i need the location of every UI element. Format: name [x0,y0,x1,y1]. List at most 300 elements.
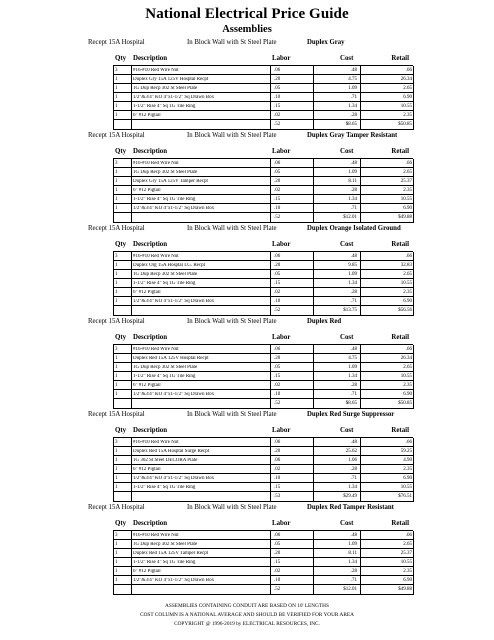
column-header-description: Description [133,148,168,155]
column-header-cost: Cost [340,241,354,248]
column-header-cost: Cost [340,427,354,434]
table-row [0,102,494,111]
table-gridline [413,363,414,372]
column-header-qty: Qty [115,148,127,155]
row-qty: 1 [115,178,118,184]
table-gridline [413,567,414,576]
table-gridline [413,438,414,447]
total-retail: $56.56 [398,308,412,313]
table-row [0,558,494,567]
row-cost: .71 [350,475,357,481]
section-assembly-name: Duplex Red Surge Suppressor [307,411,395,418]
table-gridline [413,159,414,168]
table-row [0,540,494,549]
table-row [0,93,494,102]
section-wall-type: In Block Wall with St Steel Plate [187,318,277,325]
row-cost: 1.09 [348,85,357,91]
section-location: Recept 15A Hospital [88,411,145,418]
row-qty: 1 [115,169,118,175]
row-description: 1-1/2" Rise 4" Sq 1G Tile Ring [133,280,196,286]
column-header-qty: Qty [115,427,127,434]
table-row [0,567,494,576]
total-cost: $12.01 [343,587,357,592]
row-description: 1/2"&3/4" KO 4"x1-1/2" Sq Drawn Box [133,298,215,304]
table-gridline [413,483,414,492]
column-header-description: Description [133,55,168,62]
row-cost: 4.75 [348,355,357,361]
column-header-cost: Cost [340,334,354,341]
total-row [0,492,494,502]
row-cost: .71 [350,298,357,304]
column-header-description: Description [133,241,168,248]
table-row [0,186,494,195]
total-labor: .53 [274,494,281,499]
row-labor: .20 [274,448,281,454]
row-labor: .05 [274,271,281,277]
row-cost: .48 [350,160,357,166]
row-description: #16-#10 Red Wire Nut [133,160,179,166]
row-qty: 1 [115,568,118,574]
column-header-qty: Qty [115,241,127,248]
table-gridline [413,390,414,399]
page-title: National Electrical Price Guide [145,6,349,22]
table-row [0,345,494,354]
total-row [0,306,494,316]
assembly-section [0,502,494,595]
row-qty: 1 [115,484,118,490]
section-header [0,502,494,514]
row-cost: 8.11 [348,178,357,184]
row-retail: 32.83 [400,262,412,268]
row-description: 6" #12 Pigtail [133,187,161,193]
column-header-labor: Labor [272,427,291,434]
row-cost: 1.34 [348,373,357,379]
row-labor: .15 [274,559,281,565]
row-qty: 1 [115,196,118,202]
row-cost: 9.85 [348,262,357,268]
row-description: 1/2"&3/4" KO 4"x1-1/2" Sq Drawn Box [133,391,215,397]
row-qty: 1 [115,262,118,268]
row-retail: 2.65 [403,85,412,91]
row-description: Duplex Red 15A 125V Tamper Recpt [133,550,209,556]
section-header [0,409,494,421]
column-header-row [0,145,494,159]
row-description: 1G Dup Recp 302 St Steel Plate [133,271,198,277]
row-retail: 2.35 [403,289,412,295]
table-row [0,288,494,297]
table-gridline [413,252,414,261]
row-cost: .71 [350,205,357,211]
table-gridline [413,585,414,595]
row-cost: 1.34 [348,559,357,565]
table-gridline [413,102,414,111]
total-cost: $12.01 [343,215,357,220]
row-description: Duplex Red 15A 125V Hosptal Recpt [133,355,209,361]
row-qty: 1 [115,85,118,91]
row-cost: .71 [350,391,357,397]
table-row [0,438,494,447]
row-labor: .02 [274,289,281,295]
column-header-retail: Retail [391,148,409,155]
table-gridline [413,531,414,540]
column-header-cost: Cost [340,520,354,527]
row-labor: .06 [274,532,281,538]
row-qty: 1 [115,298,118,304]
row-retail: 2.65 [403,271,412,277]
column-header-labor: Labor [272,334,291,341]
table-gridline [413,372,414,381]
section-location: Recept 15A Hospital [88,504,145,511]
row-qty: 1 [115,112,118,118]
row-labor: .06 [274,457,281,463]
row-description: 1/2"&3/4" KO 4"x1-1/2" Sq Drawn Box [133,205,215,211]
table-row [0,66,494,75]
row-qty: 3 [115,439,118,445]
row-labor: .02 [274,187,281,193]
section-assembly-name: Duplex Red Tamper Resistant [307,504,394,511]
table-row [0,354,494,363]
total-labor: .52 [274,122,281,127]
table-gridline [413,558,414,567]
row-qty: 3 [115,346,118,352]
row-retail: 2.65 [403,169,412,175]
total-rule [113,594,413,595]
table-gridline [413,186,414,195]
row-qty: 1 [115,382,118,388]
row-labor: .02 [274,466,281,472]
row-qty: 1 [115,475,118,481]
row-description: 6" #12 Pigtail [133,112,161,118]
row-cost: 1.34 [348,280,357,286]
column-header-description: Description [133,334,168,341]
section-header [0,130,494,142]
row-cost: 1.34 [348,484,357,490]
row-retail: 59.25 [400,448,412,454]
row-retail: 6.90 [403,577,412,583]
section-header [0,316,494,328]
total-retail: $50.85 [398,122,412,127]
assembly-section [0,37,494,130]
row-retail: 2.35 [403,187,412,193]
row-labor: .10 [274,298,281,304]
row-description: 6" #12 Pigtail [133,568,161,574]
row-cost: .28 [350,466,357,472]
row-cost: .48 [350,532,357,538]
table-row [0,111,494,120]
row-labor: .15 [274,373,281,379]
row-qty: 1 [115,364,118,370]
table-row [0,381,494,390]
row-description: Duplex Red 15A Hosptal Surge Recpt [133,448,210,454]
section-assembly-name: Duplex Gray Tamper Resistant [307,132,398,139]
table-gridline [413,297,414,306]
column-header-retail: Retail [391,241,409,248]
row-labor: .10 [274,475,281,481]
table-row [0,474,494,483]
footer-note-conduit: ASSEMBLIES CONTAINING CONDUIT ARE BASED ON 10' LENGTHS [165,603,329,609]
column-header-labor: Labor [272,148,291,155]
row-qty: 1 [115,391,118,397]
row-description: 1-1/2" Rise 4" Sq 1G Tile Ring [133,484,196,490]
table-gridline [413,549,414,558]
table-row [0,177,494,186]
row-labor: .10 [274,205,281,211]
section-location: Recept 15A Hospital [88,318,145,325]
table-row [0,483,494,492]
total-row [0,399,494,409]
row-qty: 3 [115,67,118,73]
table-gridline [413,492,414,502]
row-description: 1/2"&3/4" KO 4"x1-1/2" Sq Drawn Box [133,475,215,481]
table-row [0,159,494,168]
table-gridline [413,279,414,288]
row-labor: .20 [274,355,281,361]
row-labor: .20 [274,178,281,184]
row-retail: .66 [405,67,412,73]
row-retail: 6.90 [403,298,412,304]
total-row [0,585,494,595]
row-cost: 25.62 [345,448,357,454]
table-row [0,168,494,177]
row-cost: 1.34 [348,196,357,202]
row-qty: 1 [115,541,118,547]
row-retail: 4.90 [403,457,412,463]
table-gridline [413,576,414,585]
row-qty: 1 [115,289,118,295]
section-header [0,37,494,49]
row-retail: 2.65 [403,364,412,370]
row-retail: 26.34 [400,355,412,361]
footer-copyright: COPYRIGHT @ 1996-2019 by ELECTRICAL RESOURCES, INC. [174,621,320,627]
table-row [0,531,494,540]
row-labor: .06 [274,253,281,259]
row-retail: 2.35 [403,466,412,472]
row-retail: 10.55 [400,373,412,379]
table-row [0,576,494,585]
section-location: Recept 15A Hospital [88,39,145,46]
row-description: #16-#10 Red Wire Nut [133,439,179,445]
table-gridline [413,465,414,474]
row-retail: 10.55 [400,280,412,286]
row-retail: .66 [405,439,412,445]
footer-note-cost: COST COLUMN IS A NATIONAL AVERAGE AND SHOULD BE VERIFIED FOR YOUR AREA [140,612,354,618]
row-qty: 1 [115,205,118,211]
row-qty: 3 [115,253,118,259]
row-retail: 2.35 [403,568,412,574]
total-cost: $8.65 [345,122,357,127]
row-retail: 10.55 [400,559,412,565]
table-row [0,372,494,381]
column-header-qty: Qty [115,334,127,341]
table-row [0,447,494,456]
assembly-section [0,409,494,502]
table-gridline [413,381,414,390]
row-qty: 1 [115,550,118,556]
table-gridline [413,213,414,223]
table-row [0,270,494,279]
table-gridline [413,111,414,120]
section-assembly-name: Duplex Gray [307,39,345,46]
row-labor: .06 [274,346,281,352]
row-labor: .02 [274,568,281,574]
column-header-row [0,331,494,345]
row-labor: .15 [274,484,281,490]
column-header-qty: Qty [115,520,127,527]
total-labor: .52 [274,308,281,313]
table-gridline [413,177,414,186]
row-description: 1G Dup Recp 302 St Steel Plate [133,541,198,547]
row-cost: .71 [350,577,357,583]
table-row [0,279,494,288]
row-description: Duplex Gry 15A 125V Tamper Recpt [133,178,208,184]
column-header-description: Description [133,427,168,434]
row-qty: 3 [115,160,118,166]
table-gridline [413,195,414,204]
row-retail: 2.65 [403,541,412,547]
table-gridline [413,447,414,456]
section-location: Recept 15A Hospital [88,225,145,232]
table-row [0,549,494,558]
row-cost: .28 [350,112,357,118]
table-row [0,261,494,270]
column-header-retail: Retail [391,520,409,527]
column-header-description: Description [133,520,168,527]
row-description: Duplex Gry 15A 125V Hosptal Recpt [133,76,209,82]
table-gridline [413,204,414,213]
row-qty: 1 [115,466,118,472]
section-header [0,223,494,235]
total-labor: .52 [274,401,281,406]
table-row [0,465,494,474]
column-header-row [0,238,494,252]
row-qty: 1 [115,103,118,109]
table-row [0,252,494,261]
row-labor: .02 [274,382,281,388]
column-header-retail: Retail [391,55,409,62]
table-row [0,75,494,84]
assembly-section [0,130,494,223]
table-gridline [413,354,414,363]
table-gridline [413,75,414,84]
row-cost: 1.34 [348,103,357,109]
row-qty: 1 [115,577,118,583]
row-labor: .05 [274,85,281,91]
row-retail: 25.37 [400,550,412,556]
row-description: 1/2"&3/4" KO 4"x1-1/2" Sq Drawn Box [133,577,215,583]
table-row [0,204,494,213]
row-cost: .28 [350,382,357,388]
total-retail: $49.88 [398,215,412,220]
row-cost: 1.09 [348,364,357,370]
total-cost: $8.65 [345,401,357,406]
row-cost: 1.09 [348,169,357,175]
row-qty: 1 [115,448,118,454]
row-qty: 1 [115,76,118,82]
row-description: Duplex Org 15A Hosptal I.G. Recpt [133,262,205,268]
row-retail: 10.55 [400,196,412,202]
row-description: #16-#10 Red Wire Nut [133,67,179,73]
row-labor: .10 [274,577,281,583]
assembly-section [0,223,494,316]
assembly-sections [0,37,494,595]
row-qty: 1 [115,457,118,463]
row-labor: .05 [274,169,281,175]
row-qty: 1 [115,280,118,286]
section-wall-type: In Block Wall with St Steel Plate [187,504,277,511]
column-header-row [0,424,494,438]
row-description: 1-1/2" Rise 4" Sq 1G Tile Ring [133,373,196,379]
row-retail: 10.55 [400,484,412,490]
row-retail: .66 [405,346,412,352]
row-description: 6" #12 Pigtail [133,289,161,295]
row-qty: 1 [115,271,118,277]
page-subtitle: Assemblies [222,24,272,35]
row-labor: .05 [274,364,281,370]
row-retail: .66 [405,160,412,166]
row-cost: .48 [350,346,357,352]
row-retail: .66 [405,253,412,259]
section-assembly-name: Duplex Orange Isolated Ground [307,225,401,232]
row-retail: 6.90 [403,391,412,397]
table-gridline [413,261,414,270]
total-labor: .52 [274,215,281,220]
row-labor: .10 [274,391,281,397]
column-header-row [0,517,494,531]
row-cost: .28 [350,568,357,574]
row-description: 1G 302 St Steel DECORA Plate [133,457,198,463]
row-retail: 6.90 [403,205,412,211]
row-description: 6" #12 Pigtail [133,382,161,388]
row-cost: 1.09 [348,541,357,547]
row-retail: 6.90 [403,475,412,481]
row-description: 1G Dup Recp 302 St Steel Plate [133,85,198,91]
row-cost: 1.06 [348,457,357,463]
column-header-labor: Labor [272,241,291,248]
row-cost: .48 [350,439,357,445]
assembly-section [0,316,494,409]
row-qty: 1 [115,94,118,100]
row-labor: .06 [274,160,281,166]
table-gridline [413,306,414,316]
table-gridline [413,456,414,465]
row-labor: .15 [274,103,281,109]
row-retail: 26.34 [400,76,412,82]
column-header-retail: Retail [391,334,409,341]
row-labor: .20 [274,550,281,556]
table-gridline [413,84,414,93]
total-retail: $49.88 [398,587,412,592]
row-retail: 25.37 [400,178,412,184]
total-row [0,213,494,223]
row-description: 1-1/2" Rise 4" Sq 1G Tile Ring [133,196,196,202]
table-row [0,456,494,465]
total-labor: .52 [274,587,281,592]
table-row [0,390,494,399]
total-cost: $29.49 [343,494,357,499]
row-labor: .15 [274,196,281,202]
row-cost: 4.75 [348,76,357,82]
row-description: #16-#10 Red Wire Nut [133,253,179,259]
table-row [0,84,494,93]
section-assembly-name: Duplex Red [307,318,342,325]
row-qty: 1 [115,373,118,379]
row-retail: 10.55 [400,103,412,109]
row-qty: 1 [115,355,118,361]
table-gridline [413,399,414,409]
row-cost: .48 [350,253,357,259]
section-wall-type: In Block Wall with St Steel Plate [187,39,277,46]
column-header-qty: Qty [115,55,127,62]
